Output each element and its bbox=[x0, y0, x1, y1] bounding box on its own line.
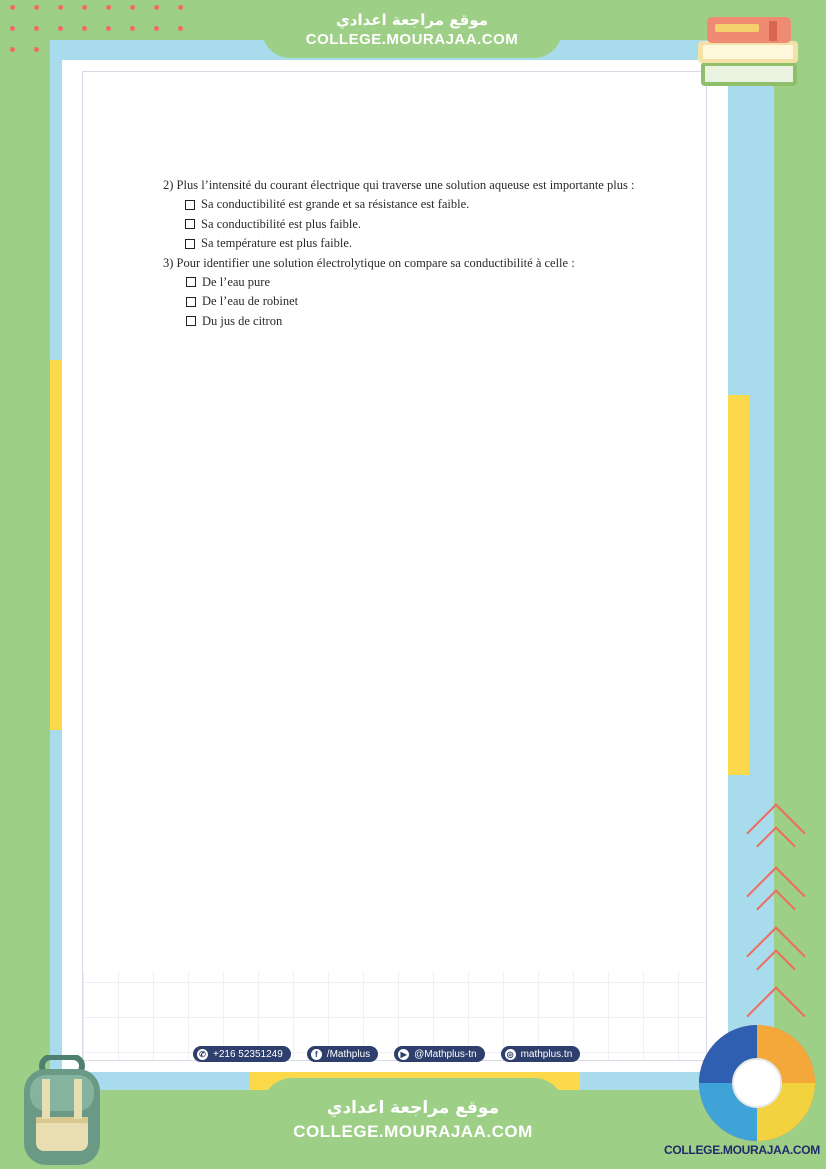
social-facebook[interactable]: f /Mathplus bbox=[307, 1046, 378, 1062]
checkbox-icon[interactable] bbox=[186, 277, 196, 287]
whatsapp-icon: ✆ bbox=[197, 1049, 208, 1060]
books-icon bbox=[695, 12, 805, 97]
facebook-icon: f bbox=[311, 1049, 322, 1060]
college-logo-icon bbox=[694, 1020, 820, 1146]
yellow-accent-right bbox=[727, 395, 749, 775]
checkbox-icon[interactable] bbox=[185, 219, 195, 229]
q3-option-1[interactable]: De l’eau pure bbox=[186, 273, 648, 293]
checkbox-icon[interactable] bbox=[185, 239, 195, 249]
q2-option-2[interactable]: Sa conductibilité est plus faible. bbox=[185, 215, 648, 235]
header-site-url[interactable]: COLLEGE.MOURAJAA.COM bbox=[305, 31, 519, 48]
social-youtube[interactable]: ▶ @Mathplus-tn bbox=[394, 1046, 484, 1062]
q3-option-3[interactable]: Du jus de citron bbox=[186, 312, 648, 332]
globe-icon: ◎ bbox=[505, 1049, 516, 1060]
backpack-icon bbox=[12, 1055, 112, 1167]
footer-site-url[interactable]: COLLEGE.MOURAJAA.COM bbox=[293, 1122, 533, 1141]
footer-banner[interactable] bbox=[262, 1078, 564, 1169]
document-content bbox=[163, 176, 648, 331]
checkbox-icon[interactable] bbox=[186, 297, 196, 307]
question-3: 3) Pour identifier une solution électrolytique on compare sa conductibilité à celle : bbox=[163, 255, 575, 270]
checkbox-icon[interactable] bbox=[185, 200, 195, 210]
social-links bbox=[193, 1046, 580, 1064]
social-website[interactable]: ◎ mathplus.tn bbox=[501, 1046, 581, 1062]
footer-site-name: موقع مراجعة اعدادي bbox=[326, 1098, 500, 1118]
checkbox-icon[interactable] bbox=[186, 316, 196, 326]
question-2: 2) Plus l’intensité du courant électrique qui traverse une solution aqueuse est importante plus : bbox=[163, 178, 635, 192]
header-banner[interactable] bbox=[262, 0, 562, 58]
q3-option-2[interactable]: De l’eau de robinet bbox=[186, 292, 648, 312]
brand-logo-text: COLLEGE.MOURAJAA.COM bbox=[664, 1143, 821, 1157]
social-whatsapp[interactable]: ✆ +216 52351249 bbox=[193, 1046, 291, 1062]
q2-option-1[interactable]: Sa conductibilité est grande et sa résistance est faible. bbox=[185, 195, 648, 215]
q2-option-3[interactable]: Sa température est plus faible. bbox=[185, 234, 648, 254]
header-site-name: موقع مراجعة اعدادي bbox=[336, 11, 488, 29]
youtube-icon: ▶ bbox=[398, 1049, 409, 1060]
